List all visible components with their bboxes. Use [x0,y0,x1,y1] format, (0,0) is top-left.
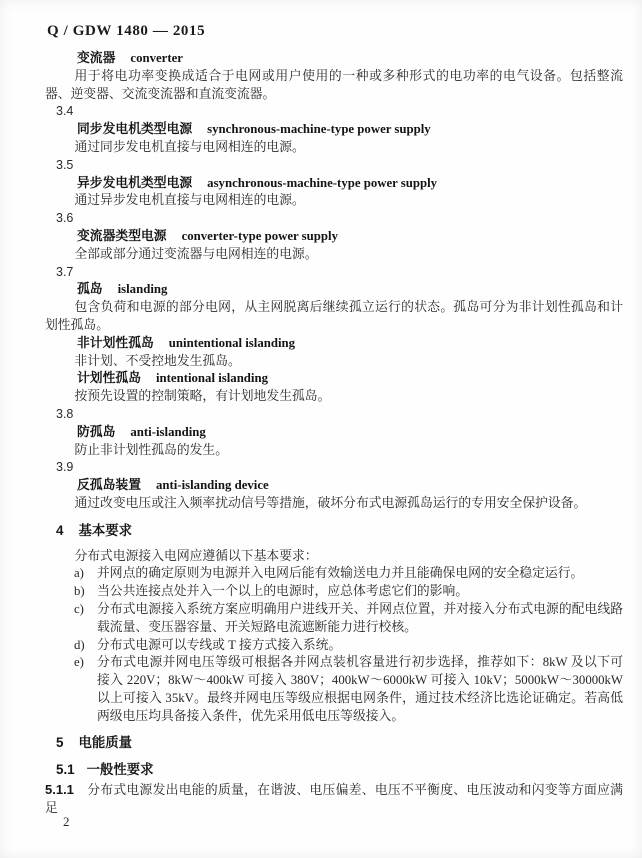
term-en: islanding [117,282,168,297]
list-label: c) [74,601,84,616]
term-heading [45,424,623,442]
list-item-c [45,601,623,637]
section-heading-4 [45,522,623,540]
term-en: intentional islanding [155,371,268,386]
term-zh: 同步发电机类型电源 [77,122,193,137]
section-heading-5 [45,734,623,752]
term-en: anti-islanding [130,424,206,439]
clause-number: 3.9 [56,460,74,475]
term-definition: 按预先设置的控制策略，有计划地发生孤岛。 [74,389,331,404]
term-definition: 全部或部分通过变流器与电网相连的电源。 [74,246,318,261]
term-heading [45,281,623,299]
page-content [45,50,623,818]
clause-number: 3.4 [56,104,74,119]
list-text: 分布式电源接入系统方案应明确用户进线开关、并网点位置，并对接入分布式电源的配电线路载流量、变压器容量、开关短路电流遮断能力进行校核。 [97,601,623,634]
list-item-b [45,583,623,601]
term-definition: 通过改变电压或注入频率扰动信号等措施，破坏分布式电源孤岛运行的专用安全保护设备。 [74,495,587,510]
term-zh: 非计划性孤岛 [77,335,154,350]
section-title: 基本要求 [78,522,133,538]
term-en: converter-type power supply [181,228,338,243]
page-number: 2 [63,814,70,829]
term-zh: 孤岛 [77,282,103,297]
section-title: 电能质量 [78,735,133,751]
term-heading [45,121,623,139]
list-text: 分布式电源并网电压等级可根据各并网点装机容量进行初步选择，推荐如下：8kW 及以下可接入 220V；8kW～400kW 可接入 380V；400kW～6000kW 可接入 10kV；5000kW～30000kW 以上可接入 35kV。最终并网电压等级应根据电网条件，通过技术经济比选论证确定。若高低两级电压均具备接入条件，优先采用低电压等级接入。 [97,655,623,723]
term-definition: 通过同步发电机直接与电网相连的电源。 [74,139,305,154]
term-zh: 反孤岛装置 [77,478,141,493]
section-number: 4 [56,522,64,538]
term-heading [45,370,623,388]
term-definition: 通过异步发电机直接与电网相连的电源。 [74,193,305,208]
term-zh: 变流器类型电源 [77,228,167,243]
list-text: 分布式电源可以专线或 T 接方式接入系统。 [97,637,342,652]
term-definition: 非计划、不受控地发生孤岛。 [74,353,241,368]
list-text: 当公共连接点处并入一个以上的电源时，应总体考虑它们的影响。 [97,584,469,599]
term-zh: 变流器 [77,51,116,65]
clause-number: 5.1.1 [45,782,74,798]
clause-text: 分布式电源发出电能的质量，在谐波、电压偏差、电压不平衡度、电压波动和闪变等方面应满足 [45,783,623,815]
term-en: converter [130,51,183,65]
section-number: 5.1 [56,762,75,778]
list-item-e [45,654,623,725]
section-number: 5 [56,735,64,751]
term-zh: 异步发电机类型电源 [77,175,193,190]
term-heading [45,228,623,246]
clause-number: 3.6 [56,211,74,226]
term-heading [45,175,623,193]
list-label: b) [74,584,85,599]
term-heading [45,50,623,68]
list-label: a) [74,566,84,581]
running-header: Q / GDW 1480 — 2015 [47,23,206,39]
term-definition: 包含负荷和电源的部分电网，从主网脱离后继续孤立运行的状态。孤岛可分为非计划性孤岛和计划性孤岛。 [45,300,623,332]
list-label: d) [74,637,85,652]
list-label: e) [74,655,84,670]
list-item-d [45,637,623,655]
clause-number: 3.5 [56,157,74,172]
section-title: 一般性要求 [86,762,154,778]
clause-5-1-1 [45,781,623,818]
list-item-a [45,565,623,583]
section4-intro: 分布式电源接入电网应遵循以下基本要求： [74,548,318,563]
term-en: unintentional islanding [168,335,296,350]
term-heading [45,335,623,353]
section-heading-5-1 [45,761,623,779]
term-en: asynchronous-machine-type power supply [207,175,438,190]
list-text: 并网点的确定原则为电源并入电网后能有效输送电力并且能确保电网的安全稳定运行。 [97,566,584,581]
term-heading [45,477,623,495]
clause-number: 3.7 [56,264,74,279]
term-en: anti-islanding device [155,478,269,493]
term-zh: 计划性孤岛 [77,371,141,386]
term-definition: 用于将电功率变换成适合于电网或用户使用的一种或多种形式的电功率的电气设备。包括整流器、逆变器、交流变流器和直流变流器。 [45,68,623,101]
term-definition: 防止非计划性孤岛的发生。 [74,442,228,457]
clause-number: 3.8 [56,406,74,421]
term-zh: 防孤岛 [77,424,116,439]
term-en: synchronous-machine-type power supply [207,122,431,137]
